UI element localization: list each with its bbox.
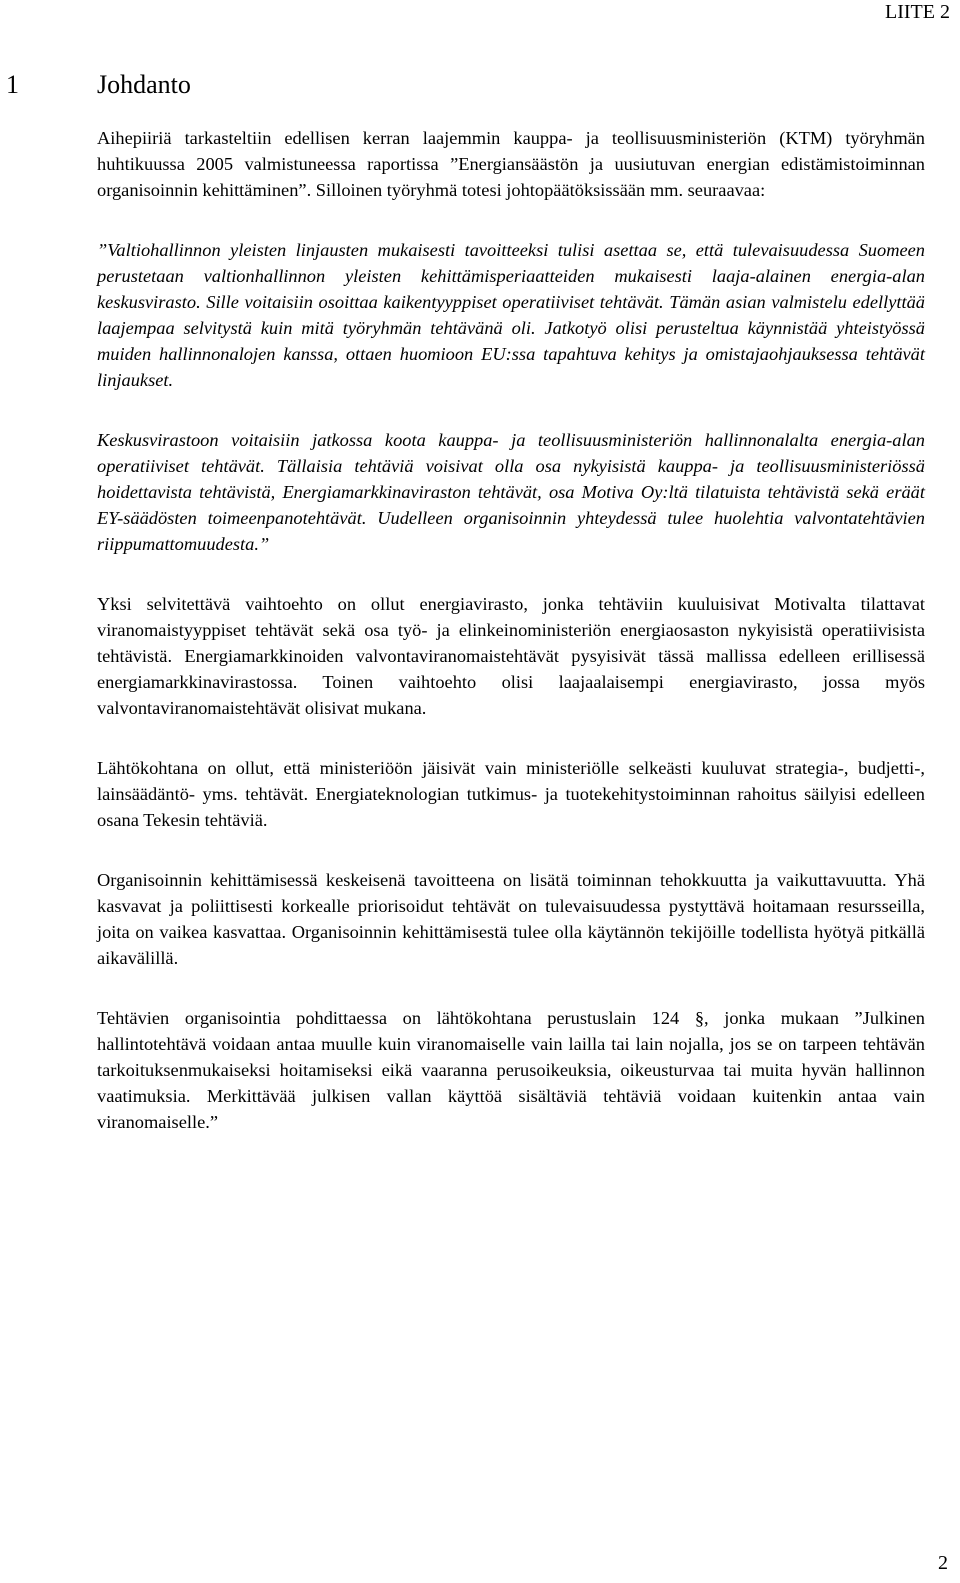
quote-paragraph-1: ”Valtiohallinnon yleisten linjausten mukaisesti tavoitteeksi tulisi asettaa se, että tulevaisuudessa Suomeen perustetaan valtionhallinnon yleisten kehittämisperiaatteiden mukaisesti laaja-alainen energia-alan keskusvirasto. Sille voitaisiin osoittaa kaikentyyppiset operatiiviset tehtävät. Tämän asian valmistelu edellyttää laajempaa selvitystä kuin mitä työryhmän tehtävänä oli. Jatkotyö olisi perusteltua käynnistää yhteistyössä muiden hallinnonalojen kanssa, ottaen huomioon EU:ssa tapahtuva kehitys ja omistajaohjauksessa tehtävät linjaukset. bbox=[97, 240, 925, 390]
body-paragraph-organisation: Organisoinnin kehittämisessä keskeisenä tavoitteena on lisätä toiminnan tehokkuutta ja vaikuttavuutta. Yhä kasvavat ja poliittisesti korkealle priorisoidut tehtävät on tulevaisuudessa pystyttävä hoitamaan resursseilla, joita on vaikea kasvattaa. Organisoinnin kehittämisestä tulee olla käytännön tekijöille todellista hyötyä pitkällä aikavälillä. bbox=[97, 870, 925, 968]
document-body bbox=[97, 125, 925, 1135]
intro-paragraph: Aihepiiriä tarkasteltiin edellisen kerran laajemmin kauppa- ja teollisuusministeriön (KTM) työryhmän huhtikuussa 2005 valmistuneessa raportissa ”Energiansäästön ja uusiutuvan energian edistämistoiminnan organisoinnin kehittäminen”. Silloinen työryhmä totesi johtopäätöksissään mm. seuraavaa: bbox=[97, 128, 925, 200]
body-paragraph-alternatives: Yksi selvitettävä vaihtoehto on ollut energiavirasto, jonka tehtäviin kuuluisivat Motivalta tilattavat viranomaistyyppiset tehtävät sekä osa työ- ja elinkeinoministeriön energiaosaston nykyisistä operatiivisista tehtävistä. Energiamarkkinoiden valvontaviranomaistehtävät pysyisivät tässä mallissa edelleen erillisessä energiamarkkinavirastossa. Toinen vaihtoehto olisi laajaalaisempi energiavirasto, jossa myös valvontaviranomaistehtävät olisivat mukana. bbox=[97, 594, 925, 718]
page-number: 2 bbox=[938, 1552, 948, 1574]
body-paragraph-starting-point: Lähtökohtana on ollut, että ministeriöön jäisivät vain ministeriölle selkeästi kuuluvat strategia-, budjetti-, lainsäädäntö- yms. tehtävät. Energiateknologian tutkimus- ja tuotekehitystoiminnan rahoitus säilyisi edelleen osana Tekesin tehtäviä. bbox=[97, 758, 925, 830]
quote-paragraph-2: Keskusvirastoon voitaisiin jatkossa koota kauppa- ja teollisuusministeriön hallinnonalalta energia-alan operatiiviset tehtävät. Tällaisia tehtäviä voisivat olla osa nykyisistä kauppa- ja teollisuusministeriössä hoidettavista tehtävistä, Energiamarkkinaviraston tehtävät, osa Motiva Oy:ltä tilatuista tehtävistä sekä eräät EY-säädösten toimeenpanotehtävät. Uudelleen organisoinnin yhteydessä tulee huolehtia valvontatehtävien riippumattomuudesta.” bbox=[97, 430, 925, 554]
section-number: 1 bbox=[6, 70, 19, 99]
appendix-label: LIITE 2 bbox=[885, 1, 950, 23]
section-title: Johdanto bbox=[97, 70, 191, 99]
body-paragraph-constitution: Tehtävien organisointia pohdittaessa on lähtökohtana perustuslain 124 §, jonka mukaan ”Julkinen hallintotehtävä voidaan antaa muulle kuin viranomaiselle vain lailla tai lain nojalla, jos se on tarpeen tehtävän tarkoituksenmukaiseksi hoitamiseksi eikä vaaranna perusoikeuksia, oikeusturvaa tai muita hyvän hallinnon vaatimuksia. Merkittävää julkisen vallan käyttöä sisältäviä tehtäviä voidaan kuitenkin antaa vain viranomaiselle.” bbox=[97, 1008, 925, 1132]
